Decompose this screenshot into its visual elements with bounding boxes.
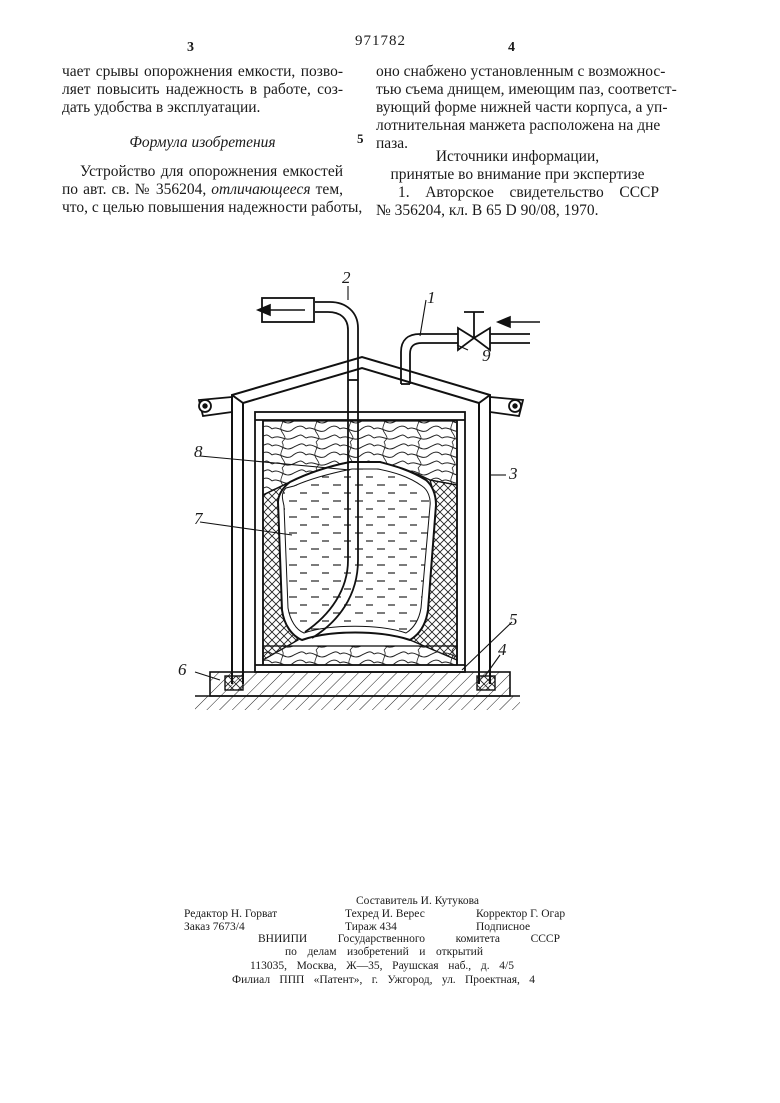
label-8: 8 [194, 442, 203, 461]
imprint-editor: Редактор Н. Горват [184, 908, 278, 920]
sources-subtitle: принятые во внимание при экспертизе [390, 166, 645, 183]
side-handles [199, 397, 523, 416]
text-line: ляет повысить надежность в работе, соз- [62, 81, 343, 98]
formula-title: Формула изобретения [129, 134, 276, 151]
label-5: 5 [509, 610, 518, 629]
imprint-corrector: Корректор Г. Огар [476, 908, 566, 920]
label-9: 9 [482, 346, 491, 365]
inflow-arrow [498, 317, 540, 327]
text-line: оно снабжено установленным с возможнос- [376, 63, 666, 80]
imprint-branch: Филиал ППП «Патент», г. Ужгород, ул. Проектная, 4 [232, 974, 535, 986]
text-line: дать удобства в эксплуатации. [62, 99, 261, 116]
label-6: 6 [178, 660, 187, 679]
text-line: что, с целью повышения надежности работы, [62, 199, 363, 216]
patent-number: 971782 [355, 33, 406, 49]
valve-9 [458, 312, 490, 350]
label-3: 3 [509, 464, 518, 483]
imprint-signed: Подписное [476, 921, 531, 933]
imprint-circulation: Тираж 434 [345, 921, 397, 933]
source-item: № 356204, кл. В 65 D 90/08, 1970. [376, 202, 599, 219]
label-2: 2 [342, 268, 351, 287]
text-line: вующий форме нижней части корпуса, а уп- [376, 99, 668, 116]
imprint-address: 113035, Москва, Ж—35, Раушская наб., д. 4/5 [250, 960, 514, 972]
text-line: чает срывы опорожнения емкости, позво- [62, 63, 343, 80]
text-line: тью съема днищем, имеющим паз, соответст- [376, 81, 677, 98]
imprint-org: ВНИИПИ Государственного комитета СССР [258, 933, 560, 945]
text-line: Устройство для опорожнения емкостей [80, 163, 343, 180]
source-item: 1. Авторское свидетельство СССР [398, 184, 659, 201]
imprint-techred: Техред И. Верес [345, 908, 425, 920]
sources-title: Источники информации, [435, 148, 600, 165]
seal-left [225, 676, 243, 690]
text-line: по авт. св. № 356204, отличающееся тем, [62, 181, 343, 198]
text-line: паза. [376, 135, 409, 152]
label-7: 7 [194, 509, 203, 528]
bottom-gasket [263, 646, 457, 665]
text-line: лотнительная манжета расположена на дне [376, 117, 661, 134]
label-1: 1 [427, 288, 436, 307]
liquid [282, 469, 430, 633]
imprint-order: Заказ 7673/4 [184, 921, 245, 933]
label-4: 4 [498, 640, 507, 659]
page-number-left: 3 [187, 40, 194, 55]
line-marker: 5 [357, 131, 364, 146]
imprint-org-dept: по делам изобретений и открытий [285, 946, 483, 958]
imprint-compiler: Составитель И. Кутукова [356, 895, 480, 907]
page-number-right: 4 [508, 40, 515, 55]
